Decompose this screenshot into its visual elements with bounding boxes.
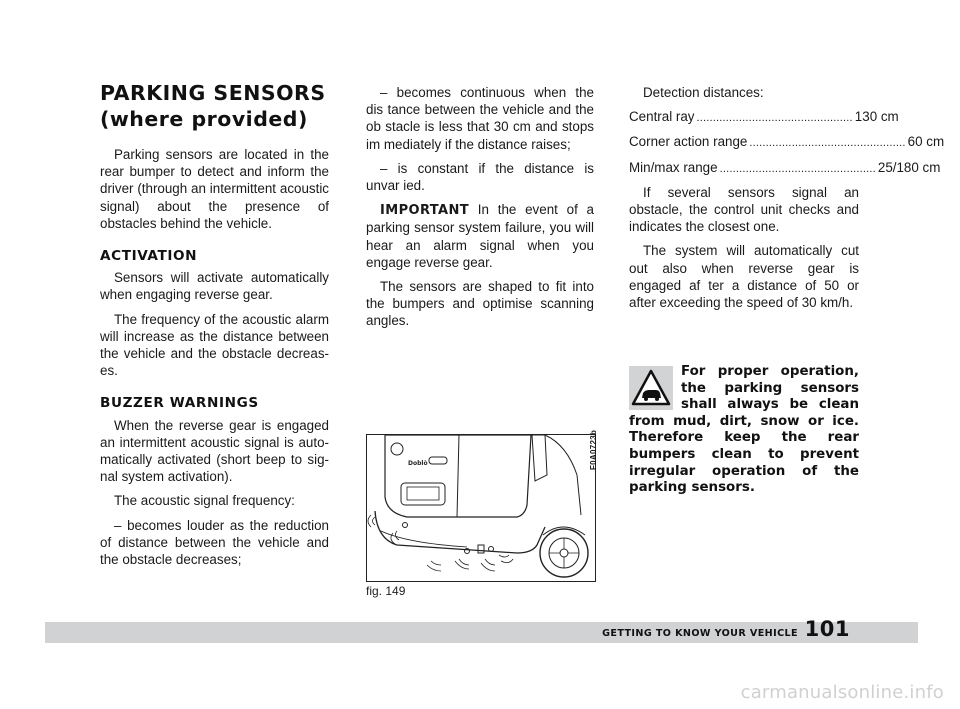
distance-value: 130 cm [854, 109, 899, 125]
intro-paragraph: Parking sensors are located in the rear bumper to detect and inform the driver (through an intermittent acoustic signal) about the presence of obstacles behind the vehicle. [100, 147, 329, 231]
leader-dots: ................................................ [749, 137, 906, 150]
right-column [629, 84, 945, 318]
svg-text:Doblò: Doblò [408, 460, 428, 467]
warning-note [629, 364, 859, 497]
buzzer-heading: BUZZER WARNINGS [100, 395, 259, 412]
several-sensors-paragraph: If several sensors signal an obstacle, the control unit checks and indicates the closest one. [629, 184, 859, 235]
footer-section-title: GETTING TO KNOW YOUR VEHICLE [602, 628, 798, 639]
distance-value: 25/180 cm [877, 159, 941, 175]
figure-parking-sensors [366, 434, 596, 582]
page-number: 101 [804, 617, 850, 641]
title-line-1: PARKING SENSORS [100, 81, 326, 105]
distance-row-minmax [629, 159, 941, 178]
distance-label: Corner action range [629, 134, 748, 150]
important-text: In the event of a parking sensor system failure, you will hear an alarm signal when you engage reverse gear. [366, 202, 594, 270]
important-paragraph [366, 201, 594, 271]
activation-paragraph-2: The frequency of the acoustic alarm will increase as the distance between the vehicle and the obstacle decreas es. [100, 311, 329, 379]
buzzer-paragraph-1: When the reverse gear is engaged an intermittent acoustic signal is auto matically activated (short beep to sig nal system activation). [100, 417, 329, 485]
distance-row-corner [629, 133, 945, 152]
leader-dots: ................................................ [696, 112, 853, 125]
distance-value: 60 cm [907, 134, 945, 150]
distance-label: Central ray [629, 109, 695, 125]
page-title [100, 80, 329, 132]
figure-code: F0A0723b [589, 429, 598, 470]
watermark: carmanualsonline.info [740, 682, 944, 703]
continuous-paragraph: – becomes continuous when the dis tance between the vehicle and the ob stacle is less that 30 cm and stops im mediately if the distance raises; [366, 85, 594, 152]
distance-row-central [629, 108, 899, 127]
left-column [100, 81, 329, 575]
important-label: IMPORTANT [380, 203, 470, 219]
figure-caption: fig. 149 [366, 584, 406, 598]
middle-column [366, 84, 594, 337]
activation-paragraph-1: Sensors will activate automatically when engaging reverse gear. [100, 270, 329, 303]
constant-paragraph: – is constant if the distance is unvar ied. [366, 160, 594, 194]
buzzer-paragraph-2: The acoustic signal frequency: [114, 493, 295, 509]
activation-heading: ACTIVATION [100, 248, 198, 265]
van-rear-illustration [367, 435, 595, 581]
cutout-paragraph: The system will automatically cut out also when reverse gear is engaged af ter a distance of 50 or after exceeding the speed of 30 km/h. [629, 243, 859, 311]
distance-label: Min/max range [629, 159, 718, 175]
detection-heading: Detection distances: [643, 85, 764, 100]
sensors-shape-paragraph: The sensors are shaped to fit into the bumpers and optimise scanning angles. [366, 279, 594, 329]
warning-text: For proper operation, the parking sensors shall always be clean from mud, dirt, snow or ice. Therefore keep the rear bumpers clean to prevent irregular operation of the parking sensors. [629, 364, 859, 496]
buzzer-paragraph-3: – becomes louder as the reduction of distance between the vehicle and the obstacle decreases; [100, 517, 329, 568]
title-line-2: (where provided) [100, 107, 308, 131]
leader-dots: ................................................ [719, 162, 876, 175]
warning-triangle-car-icon [629, 366, 673, 410]
